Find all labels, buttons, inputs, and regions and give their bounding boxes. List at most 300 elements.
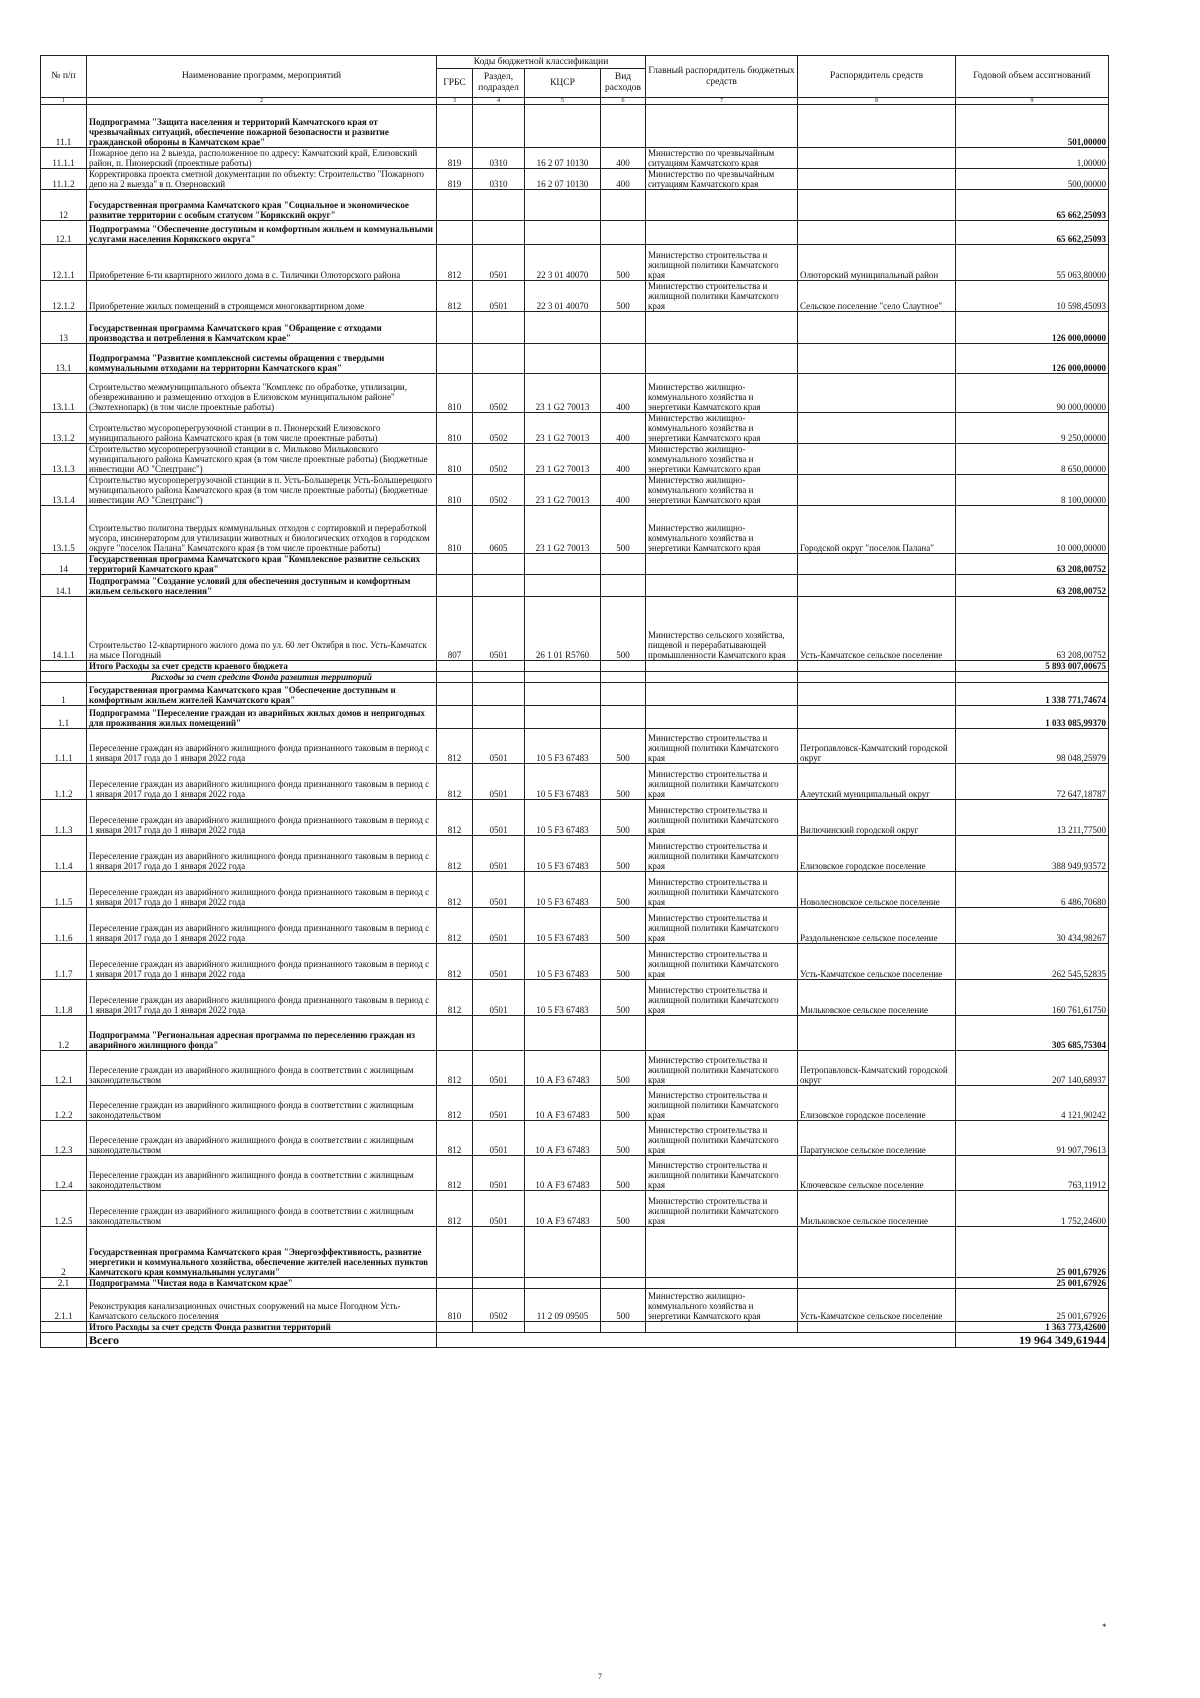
- row-amount: 25 001,67926: [956, 1278, 1109, 1289]
- row-name: Переселение граждан из аварийного жилищного фонда признанного таковым в период с 1 января 2017 года до 1 января 2022 года: [87, 872, 437, 908]
- table-row: [41, 872, 1109, 908]
- row-number: 13.1.3: [41, 444, 87, 475]
- table-row: [41, 148, 1109, 169]
- row-main-manager: Министерство жилищно-коммунального хозяйства и энергетики Камчатского края: [646, 475, 798, 506]
- row-section: 0501: [473, 1121, 525, 1156]
- row-name: Реконструкция канализационных очистных сооружений на мысе Погодном Усть-Камчатского сельского поселения: [87, 1289, 437, 1322]
- row-section: [473, 661, 525, 672]
- row-amount: 207 140,68937: [956, 1051, 1109, 1086]
- row-amount: 63 208,00752: [956, 575, 1109, 597]
- row-name: Государственная программа Камчатского края "Обращение с отходами производства и потребления в Камчатском крае": [87, 312, 437, 344]
- row-manager: Новолесновское сельское поселение: [798, 872, 956, 908]
- row-manager: [798, 1322, 956, 1333]
- header-grbs: ГРБС: [437, 69, 473, 98]
- row-kcsr: 23 1 G2 70013: [525, 374, 601, 413]
- row-grbs: 812: [437, 1156, 473, 1191]
- column-index: 5: [525, 98, 601, 105]
- row-number: 1.2.3: [41, 1121, 87, 1156]
- row-amount: 1,00000: [956, 148, 1109, 169]
- row-kcsr: 22 3 01 40070: [525, 245, 601, 281]
- row-amount: 6 486,70680: [956, 872, 1109, 908]
- table-row: [41, 836, 1109, 872]
- row-kcsr: 10 5 F3 67483: [525, 764, 601, 800]
- table-row: [41, 1191, 1109, 1227]
- table-row: [41, 475, 1109, 506]
- row-grbs: 812: [437, 944, 473, 980]
- row-amount: 763,11912: [956, 1156, 1109, 1191]
- row-section: [473, 344, 525, 374]
- row-kcsr: [525, 1322, 601, 1333]
- row-main-manager: Министерство жилищно-коммунального хозяйства и энергетики Камчатского края: [646, 506, 798, 554]
- row-section: 0310: [473, 148, 525, 169]
- row-number: 14: [41, 554, 87, 575]
- row-manager: Елизовское городское поселение: [798, 836, 956, 872]
- row-grbs: [437, 190, 473, 221]
- row-kcsr: 22 3 01 40070: [525, 281, 601, 312]
- row-manager: [798, 148, 956, 169]
- row-grbs: [437, 105, 473, 148]
- row-vid: 500: [601, 980, 646, 1016]
- row-grbs: [437, 1016, 473, 1051]
- row-grbs: [437, 575, 473, 597]
- table-row: [41, 1016, 1109, 1051]
- row-vid: 500: [601, 764, 646, 800]
- row-main-manager: [646, 1016, 798, 1051]
- row-kcsr: [525, 1016, 601, 1051]
- table-row: [41, 413, 1109, 444]
- row-kcsr: 23 1 G2 70013: [525, 413, 601, 444]
- grand-total-num-cell: [41, 1333, 87, 1348]
- row-number: 1.2.2: [41, 1086, 87, 1121]
- row-name: Переселение граждан из аварийного жилищного фонда в соответствии с жилищным законодательством: [87, 1121, 437, 1156]
- row-amount: 1 752,24600: [956, 1191, 1109, 1227]
- row-vid: 400: [601, 169, 646, 190]
- row-kcsr: [525, 706, 601, 729]
- row-number: 2.1.1: [41, 1289, 87, 1322]
- row-number: 13: [41, 312, 87, 344]
- row-grbs: 810: [437, 374, 473, 413]
- row-vid: 500: [601, 908, 646, 944]
- row-vid: 500: [601, 506, 646, 554]
- page-number: 7: [598, 1672, 602, 1681]
- row-name: Переселение граждан из аварийного жилищного фонда признанного таковым в период с 1 января 2017 года до 1 января 2022 года: [87, 980, 437, 1016]
- header-num: № п/п: [41, 56, 87, 98]
- row-name: Государственная программа Камчатского края "Энергоэффективность, развитие энергетики и коммунального хозяйства, обеспечение жителей населенных пунктов Камчатского края коммунальными услугами": [87, 1227, 437, 1278]
- row-vid: [601, 190, 646, 221]
- row-manager: Петропавловск-Камчатский городской округ: [798, 1051, 956, 1086]
- table-row: [41, 944, 1109, 980]
- row-number: 1.1.1: [41, 729, 87, 764]
- row-grbs: 812: [437, 980, 473, 1016]
- row-kcsr: 10 5 F3 67483: [525, 800, 601, 836]
- row-amount: 4 121,90242: [956, 1086, 1109, 1121]
- table-row: [41, 281, 1109, 312]
- row-section: 0502: [473, 1289, 525, 1322]
- row-amount: 5 893 007,00675: [956, 661, 1109, 672]
- table-row: [41, 1156, 1109, 1191]
- row-vid: [601, 554, 646, 575]
- row-name: Итого Расходы за счет средств краевого бюджета: [87, 661, 437, 672]
- row-main-manager: Министерство сельского хозяйства, пищевой и перерабатывающей промышленности Камчатского края: [646, 597, 798, 661]
- row-name: Переселение граждан из аварийного жилищного фонда в соответствии с жилищным законодательством: [87, 1191, 437, 1227]
- table-row: [41, 661, 1109, 672]
- row-manager: [798, 190, 956, 221]
- row-kcsr: 10 А F3 67483: [525, 1051, 601, 1086]
- row-manager: [798, 344, 956, 374]
- row-number: 1.1: [41, 706, 87, 729]
- row-kcsr: 10 А F3 67483: [525, 1086, 601, 1121]
- row-name: Переселение граждан из аварийного жилищного фонда в соответствии с жилищным законодательством: [87, 1156, 437, 1191]
- row-section: [473, 706, 525, 729]
- row-amount: 1 033 085,99370: [956, 706, 1109, 729]
- row-manager: [798, 683, 956, 706]
- row-main-manager: Министерство строительства и жилищной политики Камчатского края: [646, 944, 798, 980]
- row-kcsr: 23 1 G2 70013: [525, 444, 601, 475]
- row-kcsr: [525, 1278, 601, 1289]
- row-manager: [798, 554, 956, 575]
- row-main-manager: Министерство по чрезвычайным ситуациям Камчатского края: [646, 169, 798, 190]
- row-vid: 500: [601, 281, 646, 312]
- row-manager: Усть-Камчатское сельское поселение: [798, 1289, 956, 1322]
- row-number: 1.1.6: [41, 908, 87, 944]
- row-number: 11.1.2: [41, 169, 87, 190]
- row-section: 0501: [473, 1086, 525, 1121]
- row-manager: Усть-Камчатское сельское поселение: [798, 944, 956, 980]
- table-row: [41, 1227, 1109, 1278]
- row-name: Строительство 12-квартирного жилого дома по ул. 60 лет Октября в пос. Усть-Камчатск на мысе Погодный: [87, 597, 437, 661]
- row-manager: [798, 1278, 956, 1289]
- row-main-manager: [646, 661, 798, 672]
- row-manager: [798, 575, 956, 597]
- row-main-manager: Министерство строительства и жилищной политики Камчатского края: [646, 281, 798, 312]
- corner-mark: *: [1102, 1622, 1107, 1632]
- row-vid: 500: [601, 1051, 646, 1086]
- table-row: [41, 1322, 1109, 1333]
- row-manager: Паратунское сельское поселение: [798, 1121, 956, 1156]
- row-name: Подпрограмма "Переселение граждан из аварийных жилых домов и непригодных для проживания жилых помещений": [87, 706, 437, 729]
- row-vid: 400: [601, 475, 646, 506]
- row-vid: 400: [601, 413, 646, 444]
- row-manager: [798, 221, 956, 245]
- row-amount: 90 000,00000: [956, 374, 1109, 413]
- row-section: 0501: [473, 1191, 525, 1227]
- row-name: Итого Расходы за счет средств Фонда развития территорий: [87, 1322, 437, 1333]
- row-grbs: [437, 344, 473, 374]
- header-section: Раздел, подраздел: [473, 69, 525, 98]
- row-main-manager: Министерство жилищно-коммунального хозяйства и энергетики Камчатского края: [646, 413, 798, 444]
- row-amount: 9 250,00000: [956, 413, 1109, 444]
- row-main-manager: [646, 554, 798, 575]
- row-main-manager: Министерство строительства и жилищной политики Камчатского края: [646, 1191, 798, 1227]
- row-name: Строительство полигона твердых коммунальных отходов с сортировкой и переработкой мусора, инсинератором для утилизации животных и биологических отходов в городском округе "поселок Палана" Камчатского края (в том числе проектные работы): [87, 506, 437, 554]
- row-main-manager: Министерство строительства и жилищной политики Камчатского края: [646, 1051, 798, 1086]
- table-row: [41, 575, 1109, 597]
- row-manager: Алеутский муниципальный округ: [798, 764, 956, 800]
- row-kcsr: [525, 672, 601, 683]
- row-main-manager: [646, 344, 798, 374]
- row-kcsr: 23 1 G2 70013: [525, 506, 601, 554]
- row-amount: 91 907,79613: [956, 1121, 1109, 1156]
- row-number: 1.1.7: [41, 944, 87, 980]
- column-index: 6: [601, 98, 646, 105]
- row-manager: Елизовское городское поселение: [798, 1086, 956, 1121]
- row-main-manager: [646, 1278, 798, 1289]
- row-amount: 10 598,45093: [956, 281, 1109, 312]
- row-number: [41, 672, 87, 683]
- row-name: Строительство межмуниципального объекта "Комплекс по обработке, утилизации, обезвреживанию и размещению отходов в Елизовском муниципальном районе" (Экотехнопарк) (в том числе проектные работы): [87, 374, 437, 413]
- table-row: [41, 1086, 1109, 1121]
- row-number: 1.1.8: [41, 980, 87, 1016]
- row-amount: 63 208,00752: [956, 597, 1109, 661]
- row-section: 0310: [473, 169, 525, 190]
- row-kcsr: 10 5 F3 67483: [525, 872, 601, 908]
- row-amount: 126 000,00000: [956, 312, 1109, 344]
- row-manager: [798, 169, 956, 190]
- row-amount: 160 761,61750: [956, 980, 1109, 1016]
- table-row: [41, 683, 1109, 706]
- row-amount: 65 662,25093: [956, 190, 1109, 221]
- row-main-manager: Министерство строительства и жилищной политики Камчатского края: [646, 764, 798, 800]
- column-index: 9: [956, 98, 1109, 105]
- row-section: [473, 312, 525, 344]
- row-number: 13.1.2: [41, 413, 87, 444]
- row-section: 0501: [473, 908, 525, 944]
- row-kcsr: 10 5 F3 67483: [525, 729, 601, 764]
- row-section: 0502: [473, 413, 525, 444]
- row-manager: [798, 444, 956, 475]
- row-number: 1.1.4: [41, 836, 87, 872]
- table-row: [41, 672, 1109, 683]
- row-amount: 13 211,77500: [956, 800, 1109, 836]
- row-section: 0501: [473, 1156, 525, 1191]
- table-row: [41, 1278, 1109, 1289]
- row-main-manager: Министерство строительства и жилищной политики Камчатского края: [646, 800, 798, 836]
- grand-total-label: Всего: [87, 1333, 437, 1348]
- row-section: [473, 190, 525, 221]
- row-vid: 500: [601, 1121, 646, 1156]
- row-number: 12.1: [41, 221, 87, 245]
- row-name: Пожарное депо на 2 выезда, расположенное по адресу: Камчатский край, Елизовский район, п. Пионерский (проектные работы): [87, 148, 437, 169]
- row-manager: Вилючинский городской округ: [798, 800, 956, 836]
- row-vid: [601, 661, 646, 672]
- row-vid: [601, 1016, 646, 1051]
- row-kcsr: [525, 105, 601, 148]
- row-section: 0501: [473, 944, 525, 980]
- row-section: 0501: [473, 764, 525, 800]
- row-name: Подпрограмма "Защита населения и территорий Камчатского края от чрезвычайных ситуаций, обеспечение пожарной безопасности и развитие гражданской обороны в Камчатском крае": [87, 105, 437, 148]
- row-manager: Усть-Камчатское сельское поселение: [798, 597, 956, 661]
- row-number: 1.1.2: [41, 764, 87, 800]
- row-main-manager: Министерство строительства и жилищной политики Камчатского края: [646, 1086, 798, 1121]
- table-row: [41, 506, 1109, 554]
- row-amount: 65 662,25093: [956, 221, 1109, 245]
- row-main-manager: [646, 1227, 798, 1278]
- row-grbs: 819: [437, 148, 473, 169]
- header-kcsr: КЦСР: [525, 69, 601, 98]
- row-main-manager: Министерство жилищно-коммунального хозяйства и энергетики Камчатского края: [646, 374, 798, 413]
- row-section: 0501: [473, 980, 525, 1016]
- grand-total-row: [41, 1333, 1109, 1348]
- row-number: [41, 661, 87, 672]
- row-main-manager: Министерство по чрезвычайным ситуациям Камчатского края: [646, 148, 798, 169]
- row-name: Строительство мусороперегрузочной станции в п. Пионерский Елизовского муниципального района Камчатского края (в том числе проектные работы): [87, 413, 437, 444]
- row-manager: [798, 312, 956, 344]
- row-kcsr: [525, 554, 601, 575]
- row-grbs: [437, 221, 473, 245]
- row-number: 14.1.1: [41, 597, 87, 661]
- header-main-manager: Главный распорядитель бюджетных средств: [646, 56, 798, 98]
- row-kcsr: [525, 190, 601, 221]
- row-main-manager: Министерство жилищно-коммунального хозяйства и энергетики Камчатского края: [646, 1289, 798, 1322]
- row-amount: 1 338 771,74674: [956, 683, 1109, 706]
- table-row: [41, 706, 1109, 729]
- table-row: [41, 1289, 1109, 1322]
- row-section: 0501: [473, 281, 525, 312]
- row-main-manager: Министерство строительства и жилищной политики Камчатского края: [646, 872, 798, 908]
- row-grbs: [437, 706, 473, 729]
- row-number: 1.1.5: [41, 872, 87, 908]
- row-main-manager: Министерство жилищно-коммунального хозяйства и энергетики Камчатского края: [646, 444, 798, 475]
- row-vid: [601, 221, 646, 245]
- table-row: [41, 764, 1109, 800]
- row-grbs: 810: [437, 444, 473, 475]
- row-manager: Городской округ "поселок Палана": [798, 506, 956, 554]
- row-vid: [601, 575, 646, 597]
- row-kcsr: [525, 312, 601, 344]
- row-section: 0501: [473, 245, 525, 281]
- row-amount: 10 000,00000: [956, 506, 1109, 554]
- row-vid: [601, 1322, 646, 1333]
- grand-total-empty: [437, 1333, 956, 1348]
- row-name: Подпрограмма "Обеспечение доступным и комфортным жильем и коммунальными услугами населения Корякского округа": [87, 221, 437, 245]
- row-manager: [798, 374, 956, 413]
- row-number: 1.2: [41, 1016, 87, 1051]
- row-manager: [798, 413, 956, 444]
- header-manager: Распорядитель средств: [798, 56, 956, 98]
- row-number: 2.1: [41, 1278, 87, 1289]
- row-vid: [601, 683, 646, 706]
- row-amount: [956, 672, 1109, 683]
- row-section: [473, 1278, 525, 1289]
- row-grbs: [437, 672, 473, 683]
- row-manager: Олюторский муниципальный район: [798, 245, 956, 281]
- row-main-manager: Министерство строительства и жилищной политики Камчатского края: [646, 245, 798, 281]
- row-manager: Мильковское сельское поселение: [798, 1191, 956, 1227]
- row-name: Переселение граждан из аварийного жилищного фонда признанного таковым в период с 1 января 2017 года до 1 января 2022 года: [87, 729, 437, 764]
- row-main-manager: Министерство строительства и жилищной политики Камчатского края: [646, 836, 798, 872]
- row-number: 13.1.4: [41, 475, 87, 506]
- row-manager: [798, 105, 956, 148]
- row-name: Строительство мусороперегрузочной станции в с. Мильково Мильковского муниципального района Камчатского края (в том числе проектные работы) (Бюджетные инвестиции АО "Спецтранс"): [87, 444, 437, 475]
- row-amount: 25 001,67926: [956, 1227, 1109, 1278]
- row-section: 0501: [473, 729, 525, 764]
- row-vid: 500: [601, 245, 646, 281]
- row-grbs: [437, 661, 473, 672]
- row-kcsr: [525, 344, 601, 374]
- row-main-manager: [646, 1322, 798, 1333]
- row-main-manager: Министерство строительства и жилищной политики Камчатского края: [646, 1121, 798, 1156]
- row-grbs: 812: [437, 1086, 473, 1121]
- row-section: 0502: [473, 444, 525, 475]
- row-main-manager: [646, 221, 798, 245]
- row-section: [473, 1016, 525, 1051]
- table-row: [41, 312, 1109, 344]
- row-number: 11.1: [41, 105, 87, 148]
- row-section: 0501: [473, 800, 525, 836]
- row-number: 2: [41, 1227, 87, 1278]
- row-vid: [601, 1227, 646, 1278]
- row-amount: 500,00000: [956, 169, 1109, 190]
- row-manager: [798, 1016, 956, 1051]
- row-number: 11.1.1: [41, 148, 87, 169]
- row-number: 14.1: [41, 575, 87, 597]
- row-main-manager: [646, 575, 798, 597]
- row-kcsr: 10 5 F3 67483: [525, 980, 601, 1016]
- row-grbs: 812: [437, 908, 473, 944]
- row-grbs: 810: [437, 506, 473, 554]
- row-kcsr: 23 1 G2 70013: [525, 475, 601, 506]
- table-row: [41, 1051, 1109, 1086]
- column-index: 8: [798, 98, 956, 105]
- row-amount: 262 545,52835: [956, 944, 1109, 980]
- row-vid: 500: [601, 1289, 646, 1322]
- row-grbs: 812: [437, 729, 473, 764]
- header-codes: Коды бюджетной классификации: [437, 56, 646, 69]
- row-main-manager: [646, 190, 798, 221]
- row-section: [473, 554, 525, 575]
- row-grbs: 812: [437, 1191, 473, 1227]
- row-grbs: [437, 554, 473, 575]
- row-vid: [601, 344, 646, 374]
- row-vid: 500: [601, 836, 646, 872]
- row-grbs: 807: [437, 597, 473, 661]
- table-row: [41, 444, 1109, 475]
- row-main-manager: [646, 672, 798, 683]
- row-vid: [601, 312, 646, 344]
- row-number: 12.1.2: [41, 281, 87, 312]
- row-amount: 98 048,25979: [956, 729, 1109, 764]
- table-row: [41, 105, 1109, 148]
- row-section: [473, 1227, 525, 1278]
- row-vid: 500: [601, 729, 646, 764]
- row-name: Приобретение жилых помещений в строящемся многоквартирном доме: [87, 281, 437, 312]
- row-amount: 63 208,00752: [956, 554, 1109, 575]
- row-grbs: 812: [437, 1121, 473, 1156]
- row-main-manager: Министерство строительства и жилищной политики Камчатского края: [646, 980, 798, 1016]
- row-manager: [798, 672, 956, 683]
- row-number: 12: [41, 190, 87, 221]
- column-index: 4: [473, 98, 525, 105]
- row-section: 0502: [473, 374, 525, 413]
- row-main-manager: [646, 683, 798, 706]
- row-name: Государственная программа Камчатского края "Комплексное развитие сельских территорий Камчатского края": [87, 554, 437, 575]
- row-amount: 388 949,93572: [956, 836, 1109, 872]
- row-name: Переселение граждан из аварийного жилищного фонда в соответствии с жилищным законодательством: [87, 1086, 437, 1121]
- row-number: 13.1.1: [41, 374, 87, 413]
- row-main-manager: [646, 312, 798, 344]
- row-kcsr: 10 5 F3 67483: [525, 944, 601, 980]
- table-row: [41, 1121, 1109, 1156]
- row-name: Переселение граждан из аварийного жилищного фонда признанного таковым в период с 1 января 2017 года до 1 января 2022 года: [87, 800, 437, 836]
- row-vid: 400: [601, 148, 646, 169]
- row-vid: 400: [601, 444, 646, 475]
- row-section: 0605: [473, 506, 525, 554]
- row-section: 0501: [473, 597, 525, 661]
- row-main-manager: [646, 105, 798, 148]
- row-amount: 1 363 773,42600: [956, 1322, 1109, 1333]
- row-grbs: 810: [437, 1289, 473, 1322]
- row-name: Переселение граждан из аварийного жилищного фонда признанного таковым в период с 1 января 2017 года до 1 января 2022 года: [87, 836, 437, 872]
